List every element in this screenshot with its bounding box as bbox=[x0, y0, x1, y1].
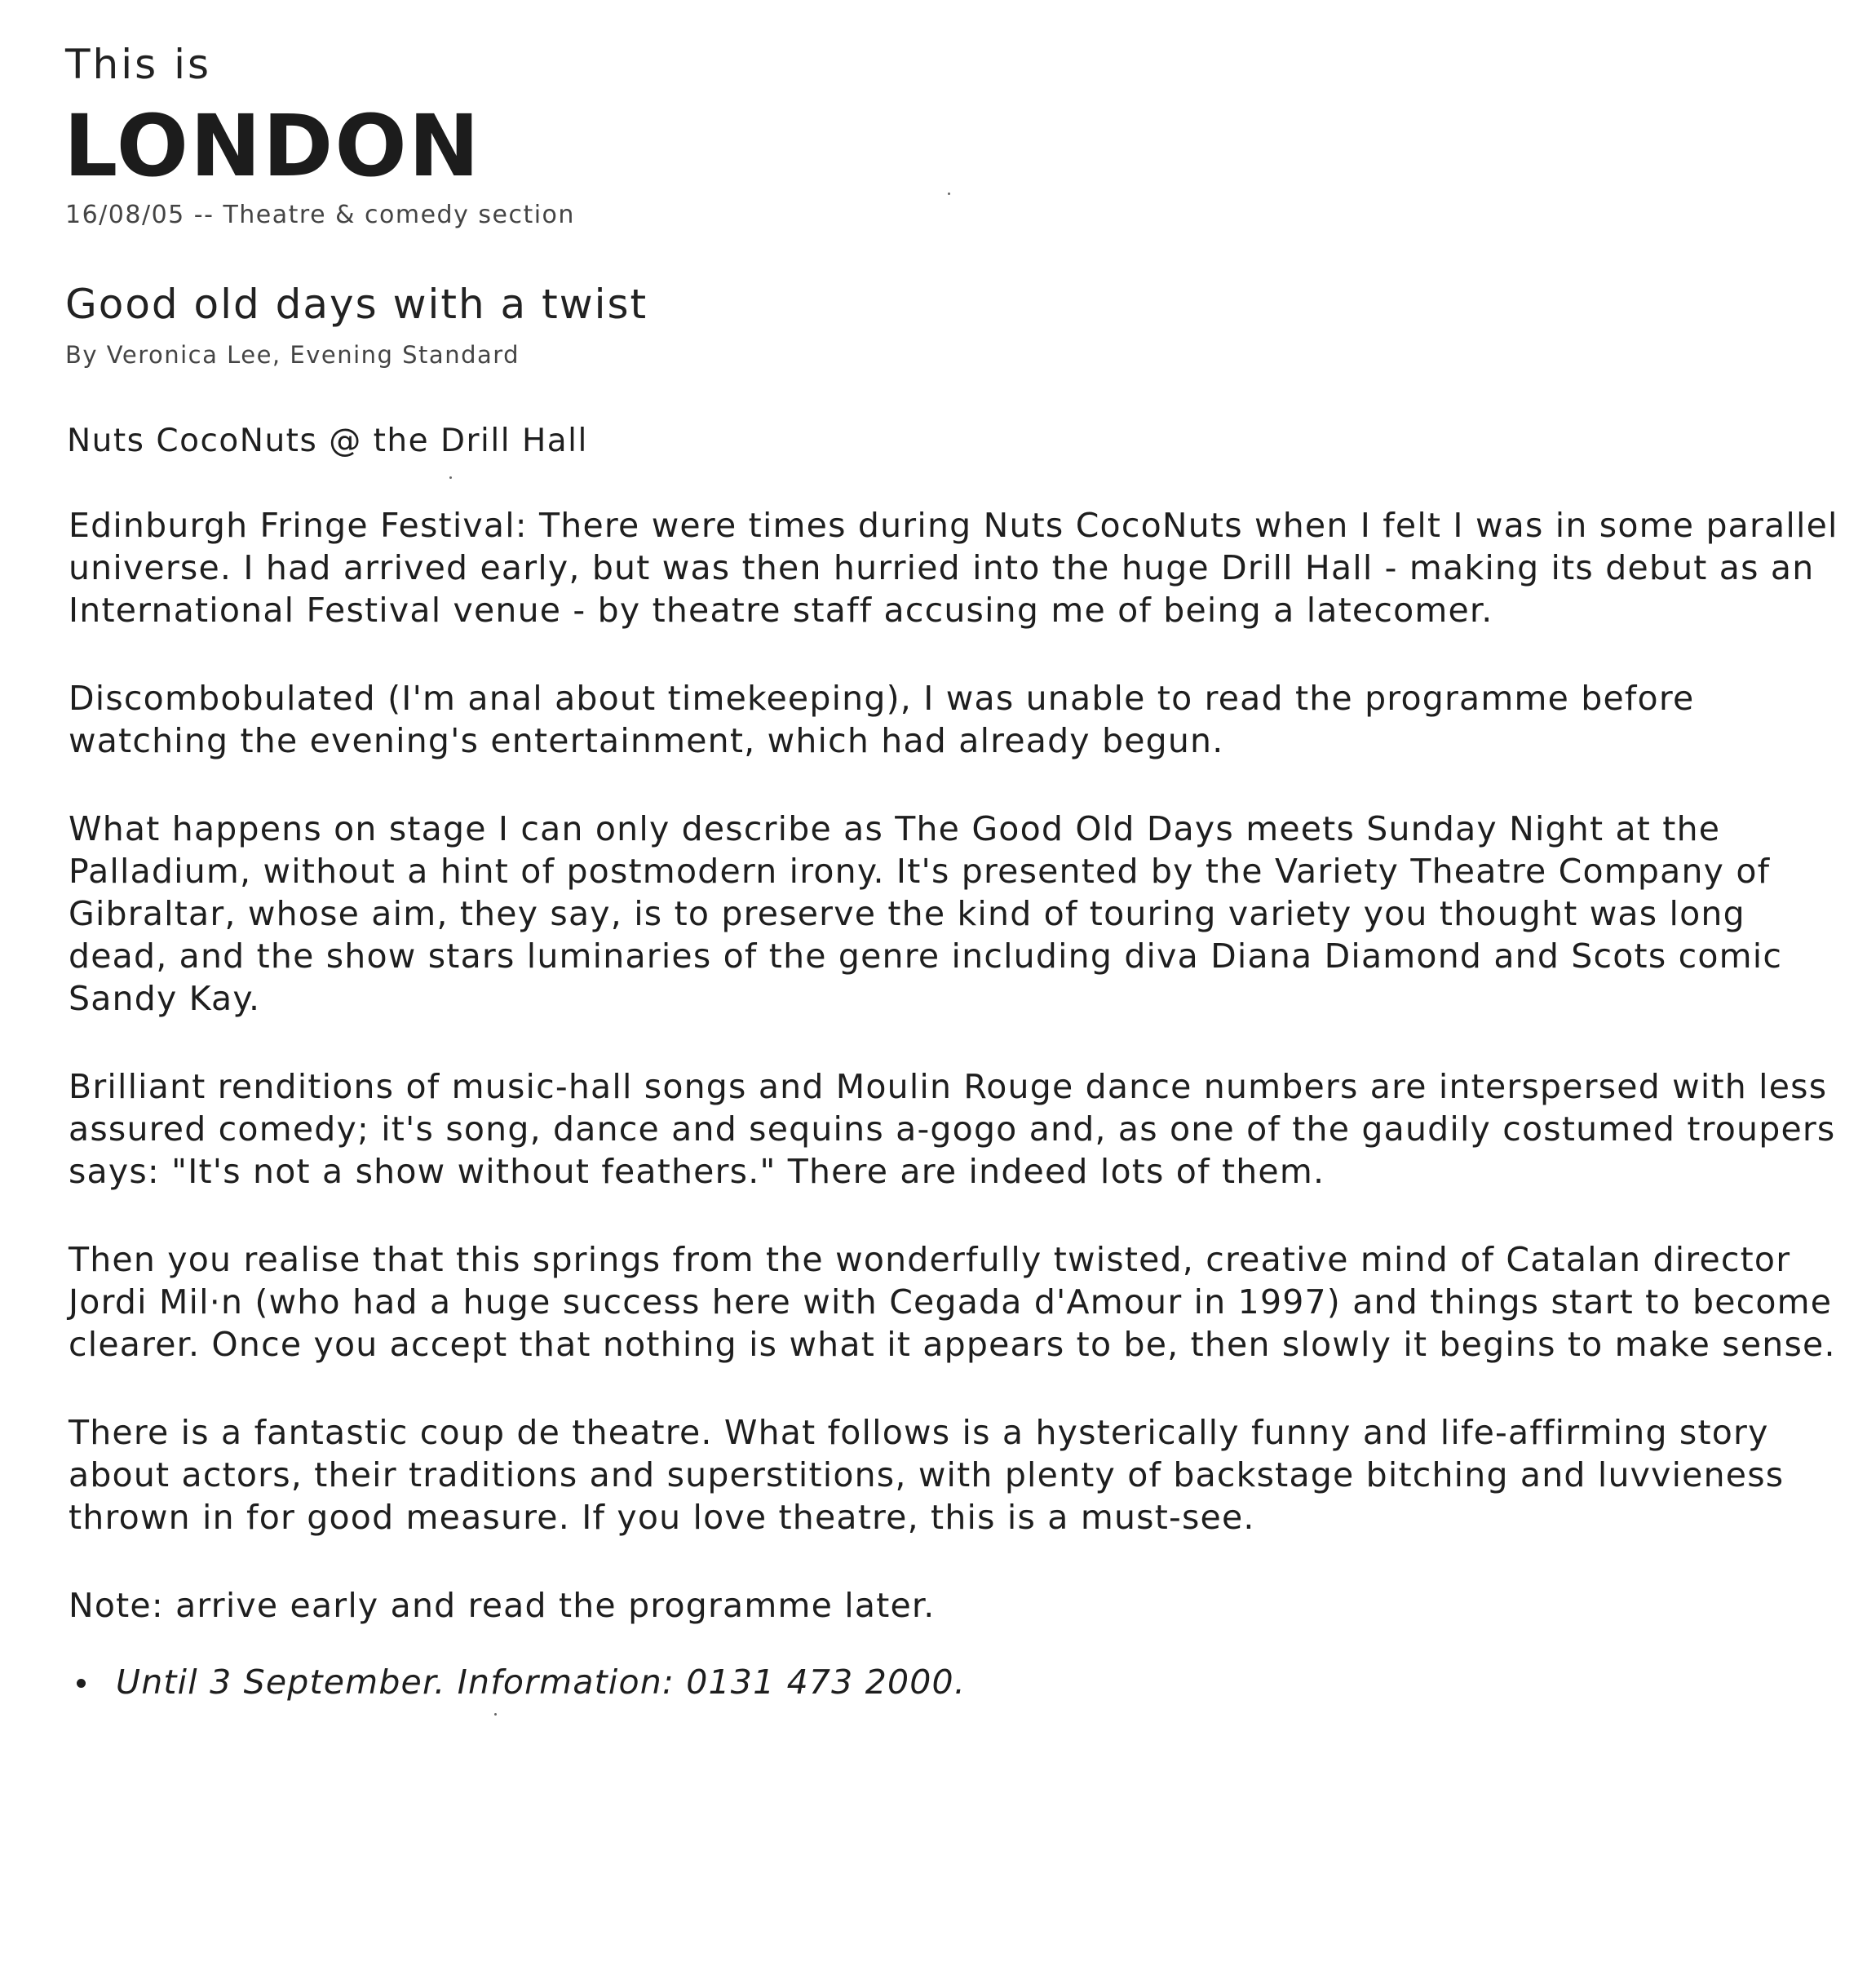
article-body bbox=[69, 504, 1838, 1703]
site-pretitle: This is bbox=[65, 41, 212, 88]
article-paragraph: What happens on stage I can only describe as The Good Old Days meets Sunday Night at the Palladium, without a hint of postmodern irony. It's presented by the Variety Theatre Company of Gibraltar, whose aim, they say, is to preserve the kind of touring variety you thought was long dead, and the show stars luminaries of the genre including diva Diana Diamond and Scots comic Sandy Kay. bbox=[69, 809, 1783, 1018]
article-byline: By Veronica Lee, Evening Standard bbox=[65, 341, 520, 369]
performance-info bbox=[69, 1661, 1838, 1703]
scan-speck bbox=[948, 193, 950, 195]
article-paragraph: Discombobulated (I'm anal about timekeeping), I was unable to read the programme before watching the evening's entertainment, which had already begun. bbox=[69, 679, 1695, 760]
article-paragraph: There is a fantastic coup de theatre. What follows is a hysterically funny and life-affirming story about actors, their traditions and superstitions, with plenty of backstage bitching and luvvieness thrown in for good measure. If you love theatre, this is a must-see. bbox=[69, 1413, 1785, 1537]
performance-info-text: Until 3 September. Information: 0131 473 2000. bbox=[116, 1663, 967, 1702]
article-subhead: Nuts CocoNuts @ the Drill Hall bbox=[67, 423, 588, 459]
scan-speck bbox=[449, 476, 452, 479]
article-paragraph: Edinburgh Fringe Festival: There were times during Nuts CocoNuts when I felt I was in some parallel universe. I had arrived early, but was then hurried into the huge Drill Hall - making its debut as an International Festival venue - by theatre staff accusing me of being a latecomer. bbox=[69, 506, 1838, 630]
site-title: LONDON bbox=[64, 96, 481, 196]
article-paragraph: Brilliant renditions of music-hall songs and Moulin Rouge dance numbers are interspersed with less assured comedy; it's song, dance and sequins a-gogo and, as one of the gaudily costumed troupers says: "It's not a show without feathers." There are indeed lots of them. bbox=[69, 1067, 1836, 1191]
article-note: Note: arrive early and read the programme later. bbox=[69, 1586, 936, 1625]
bullet-icon bbox=[77, 1679, 86, 1688]
dateline: 16/08/05 -- Theatre & comedy section bbox=[65, 201, 575, 229]
scan-speck bbox=[494, 1713, 497, 1716]
article-paragraph: Then you realise that this springs from the wonderfully twisted, creative mind of Catalan director Jordi Mil·n (who had a huge success here with Cegada d'Amour in 1997) and things start to become clearer. Once you accept that nothing is what it appears to be, then slowly it begins to make sense. bbox=[69, 1240, 1836, 1364]
article-headline: Good old days with a twist bbox=[65, 281, 648, 328]
